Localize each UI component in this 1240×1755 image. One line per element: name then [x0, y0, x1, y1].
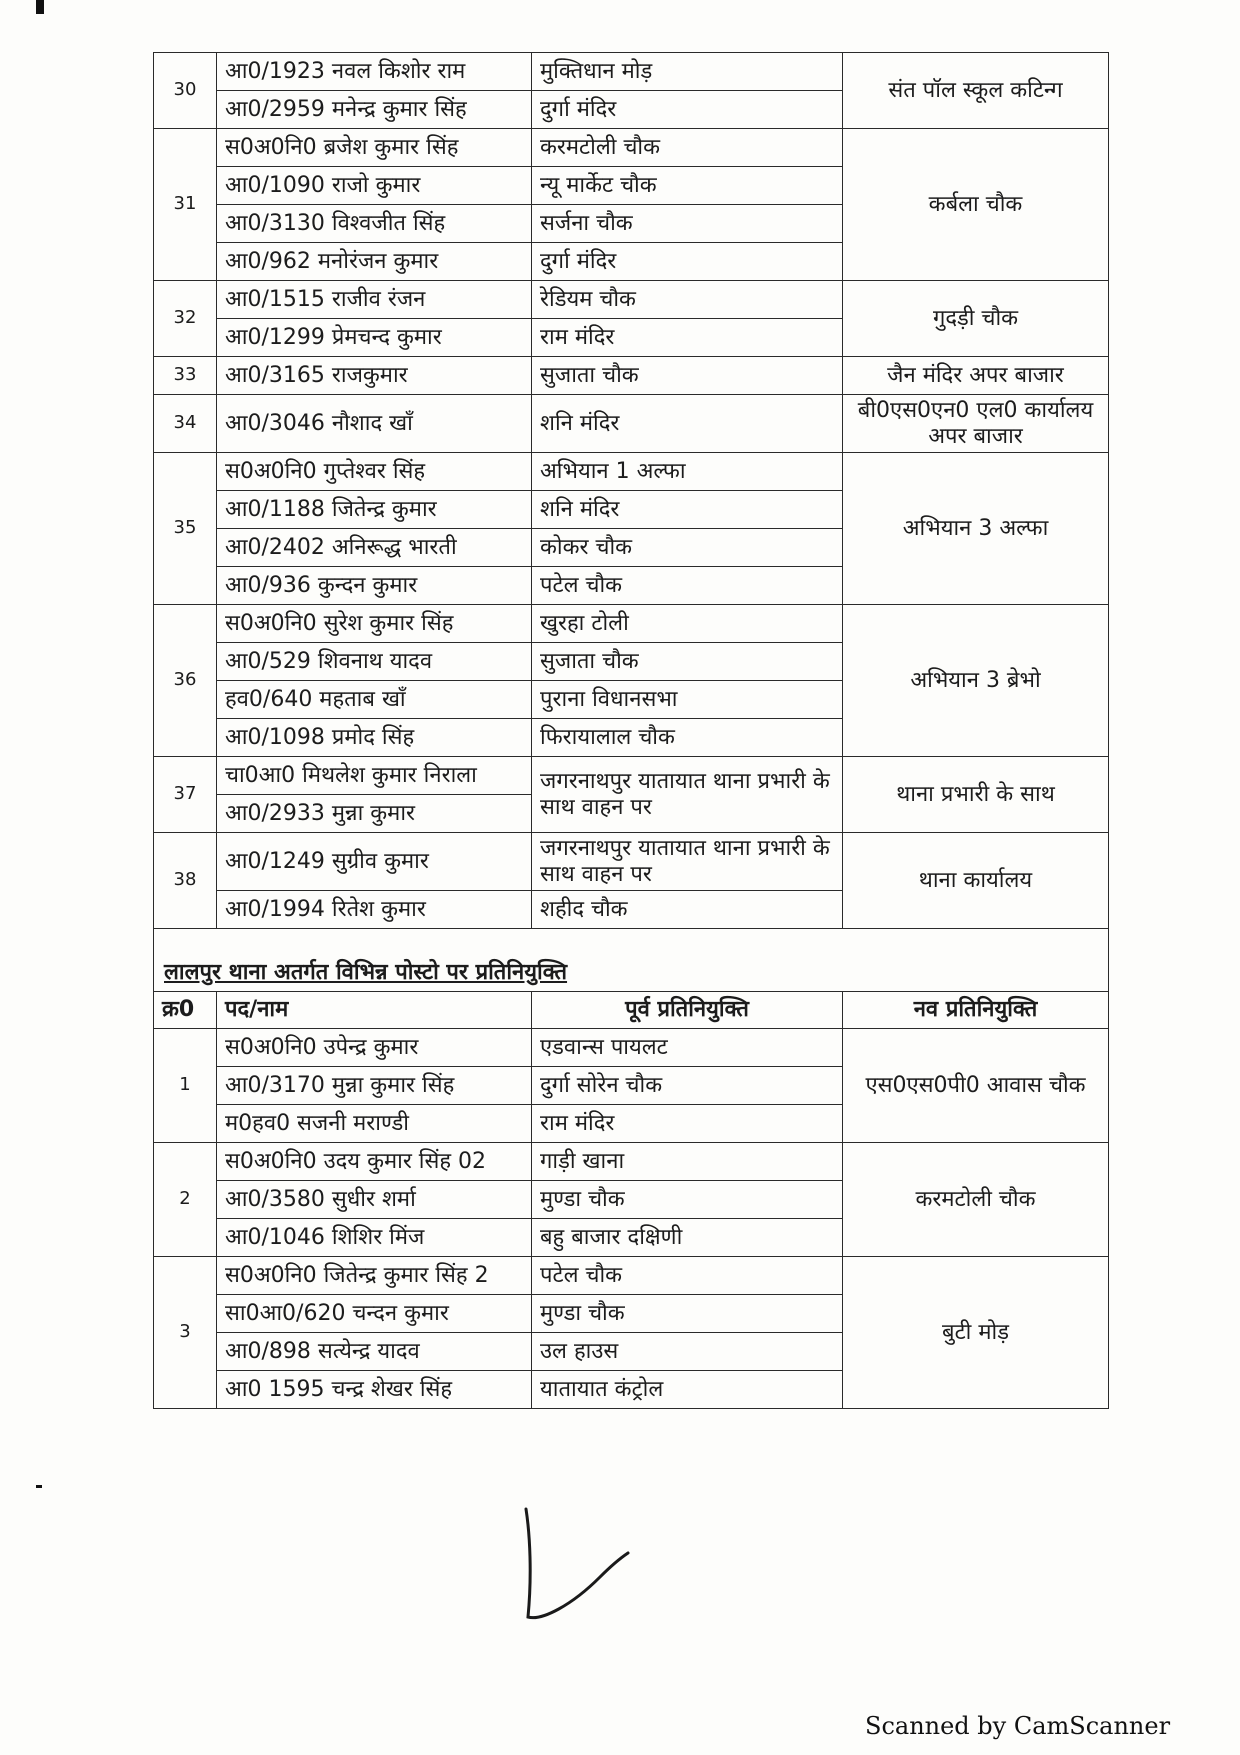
name-cell: स0अ0नि0 जितेन्द्र कुमार सिंह 2	[217, 1257, 532, 1295]
previous-post-cell: एडवान्स पायलट	[532, 1029, 843, 1067]
previous-post-cell: शनि मंदिर	[532, 395, 843, 453]
previous-post-cell: न्यू मार्केट चौक	[532, 167, 843, 205]
signature-mark	[512, 1505, 662, 1630]
name-cell: आ0/1090 राजो कुमार	[217, 167, 532, 205]
serial-cell: 3	[154, 1257, 217, 1409]
section-heading-row	[154, 929, 1109, 992]
scanner-footer: Scanned by CamScanner	[865, 1712, 1171, 1740]
previous-post-cell: मुण्डा चौक	[532, 1295, 843, 1333]
new-post-cell: जैन मंदिर अपर बाजार	[843, 357, 1109, 395]
previous-post-cell: मुण्डा चौक	[532, 1181, 843, 1219]
section-heading	[154, 929, 1109, 992]
new-post-cell: संत पॉल स्कूल कटिन्ग	[843, 53, 1109, 129]
new-post-cell: अभियान 3 अल्फा	[843, 453, 1109, 605]
table-row	[154, 605, 1109, 643]
name-cell: आ0/529 शिवनाथ यादव	[217, 643, 532, 681]
header-name: पद/नाम	[217, 992, 532, 1029]
previous-post-cell: अभियान 1 अल्फा	[532, 453, 843, 491]
previous-post-cell: पटेल चौक	[532, 567, 843, 605]
serial-cell: 33	[154, 357, 217, 395]
serial-cell: 30	[154, 53, 217, 129]
serial-cell: 34	[154, 395, 217, 453]
serial-cell: 2	[154, 1143, 217, 1257]
table-row	[154, 281, 1109, 319]
name-cell: आ0/1188 जितेन्द्र कुमार	[217, 491, 532, 529]
previous-post-cell: जगरनाथपुर यातायात थाना प्रभारी के साथ वाहन पर	[532, 757, 843, 833]
previous-post-cell: दुर्गा मंदिर	[532, 243, 843, 281]
name-cell: आ0/1515 राजीव रंजन	[217, 281, 532, 319]
table-row	[154, 453, 1109, 491]
scan-mark-top	[36, 0, 44, 14]
name-cell: आ0/898 सत्येन्द्र यादव	[217, 1333, 532, 1371]
new-post-cell: बुटी मोड़	[843, 1257, 1109, 1409]
new-post-cell: करमटोली चौक	[843, 1143, 1109, 1257]
serial-cell: 36	[154, 605, 217, 757]
serial-cell: 1	[154, 1029, 217, 1143]
name-cell: आ0/936 कुन्दन कुमार	[217, 567, 532, 605]
previous-post-cell: दुर्गा सोरेन चौक	[532, 1067, 843, 1105]
name-cell: हव0/640 महताब खाँ	[217, 681, 532, 719]
new-post-cell: गुदड़ी चौक	[843, 281, 1109, 357]
previous-post-cell: यातायात कंट्रोल	[532, 1371, 843, 1409]
column-header-row	[154, 992, 1109, 1029]
name-cell: आ0/3165 राजकुमार	[217, 357, 532, 395]
previous-post-cell: गाड़ी खाना	[532, 1143, 843, 1181]
previous-post-cell: फिरायालाल चौक	[532, 719, 843, 757]
header-new-post: नव प्रतिनियुक्ति	[843, 992, 1109, 1029]
name-cell: चा0आ0 मिथलेश कुमार निराला	[217, 757, 532, 795]
table-row	[154, 53, 1109, 91]
header-previous-post: पूर्व प्रतिनियुक्ति	[532, 992, 843, 1029]
name-cell: आ0/2933 मुन्ना कुमार	[217, 795, 532, 833]
table-row	[154, 1029, 1109, 1067]
previous-post-cell: उल हाउस	[532, 1333, 843, 1371]
name-cell: आ0/3130 विश्वजीत सिंह	[217, 205, 532, 243]
name-cell: स0अ0नि0 ब्रजेश कुमार सिंह	[217, 129, 532, 167]
previous-post-cell: कोकर चौक	[532, 529, 843, 567]
previous-post-cell: राम मंदिर	[532, 319, 843, 357]
table-row	[154, 395, 1109, 453]
previous-post-cell: बहु बाजार दक्षिणी	[532, 1219, 843, 1257]
new-post-cell: थाना प्रभारी के साथ	[843, 757, 1109, 833]
name-cell: आ0/2959 मनेन्द्र कुमार सिंह	[217, 91, 532, 129]
name-cell: आ0/1923 नवल किशोर राम	[217, 53, 532, 91]
name-cell: आ0/2402 अनिरूद्ध भारती	[217, 529, 532, 567]
previous-post-cell: शहीद चौक	[532, 891, 843, 929]
name-cell: म0हव0 सजनी मराण्डी	[217, 1105, 532, 1143]
previous-post-cell: शनि मंदिर	[532, 491, 843, 529]
name-cell: आ0/1994 रितेश कुमार	[217, 891, 532, 929]
previous-post-cell: सर्जना चौक	[532, 205, 843, 243]
table-row	[154, 357, 1109, 395]
name-cell: आ0/3170 मुन्ना कुमार सिंह	[217, 1067, 532, 1105]
previous-post-cell: दुर्गा मंदिर	[532, 91, 843, 129]
deployment-table	[153, 52, 1109, 1409]
serial-cell: 32	[154, 281, 217, 357]
name-cell: स0अ0नि0 उपेन्द्र कुमार	[217, 1029, 532, 1067]
previous-post-cell: रेडियम चौक	[532, 281, 843, 319]
name-cell: आ0/1098 प्रमोद सिंह	[217, 719, 532, 757]
name-cell: सा0आ0/620 चन्दन कुमार	[217, 1295, 532, 1333]
name-cell: स0अ0नि0 गुप्तेश्वर सिंह	[217, 453, 532, 491]
previous-post-cell: मुक्तिधान मोड़	[532, 53, 843, 91]
new-post-cell: कर्बला चौक	[843, 129, 1109, 281]
previous-post-cell: जगरनाथपुर यातायात थाना प्रभारी के साथ वाहन पर	[532, 833, 843, 891]
table-row	[154, 129, 1109, 167]
table-row	[154, 833, 1109, 891]
scan-mark-bottom	[36, 1485, 42, 1488]
new-post-cell: थाना कार्यालय	[843, 833, 1109, 929]
previous-post-cell: पटेल चौक	[532, 1257, 843, 1295]
previous-post-cell: राम मंदिर	[532, 1105, 843, 1143]
new-post-cell: अभियान 3 ब्रेभो	[843, 605, 1109, 757]
serial-cell: 37	[154, 757, 217, 833]
name-cell: स0अ0नि0 उदय कुमार सिंह 02	[217, 1143, 532, 1181]
table-row	[154, 757, 1109, 795]
previous-post-cell: करमटोली चौक	[532, 129, 843, 167]
new-post-cell: बी0एस0एन0 एल0 कार्यालय अपर बाजार	[843, 395, 1109, 453]
previous-post-cell: पुराना विधानसभा	[532, 681, 843, 719]
serial-cell: 38	[154, 833, 217, 929]
name-cell: आ0/1299 प्रेमचन्द कुमार	[217, 319, 532, 357]
serial-cell: 35	[154, 453, 217, 605]
name-cell: स0अ0नि0 सुरेश कुमार सिंह	[217, 605, 532, 643]
table-row	[154, 1143, 1109, 1181]
name-cell: आ0/3046 नौशाद खाँ	[217, 395, 532, 453]
header-serial: क्र0	[154, 992, 217, 1029]
previous-post-cell: सुजाता चौक	[532, 357, 843, 395]
name-cell: आ0/1249 सुग्रीव कुमार	[217, 833, 532, 891]
name-cell: आ0 1595 चन्द्र शेखर सिंह	[217, 1371, 532, 1409]
serial-cell: 31	[154, 129, 217, 281]
name-cell: आ0/1046 शिशिर मिंज	[217, 1219, 532, 1257]
name-cell: आ0/962 मनोरंजन कुमार	[217, 243, 532, 281]
new-post-cell: एस0एस0पी0 आवास चौक	[843, 1029, 1109, 1143]
name-cell: आ0/3580 सुधीर शर्मा	[217, 1181, 532, 1219]
table-row	[154, 1257, 1109, 1295]
previous-post-cell: सुजाता चौक	[532, 643, 843, 681]
previous-post-cell: खुरहा टोली	[532, 605, 843, 643]
section-heading-text: लालपुर थाना अतर्गत विभिन्न पोस्टो पर प्रतिनियुक्ति	[164, 959, 568, 985]
